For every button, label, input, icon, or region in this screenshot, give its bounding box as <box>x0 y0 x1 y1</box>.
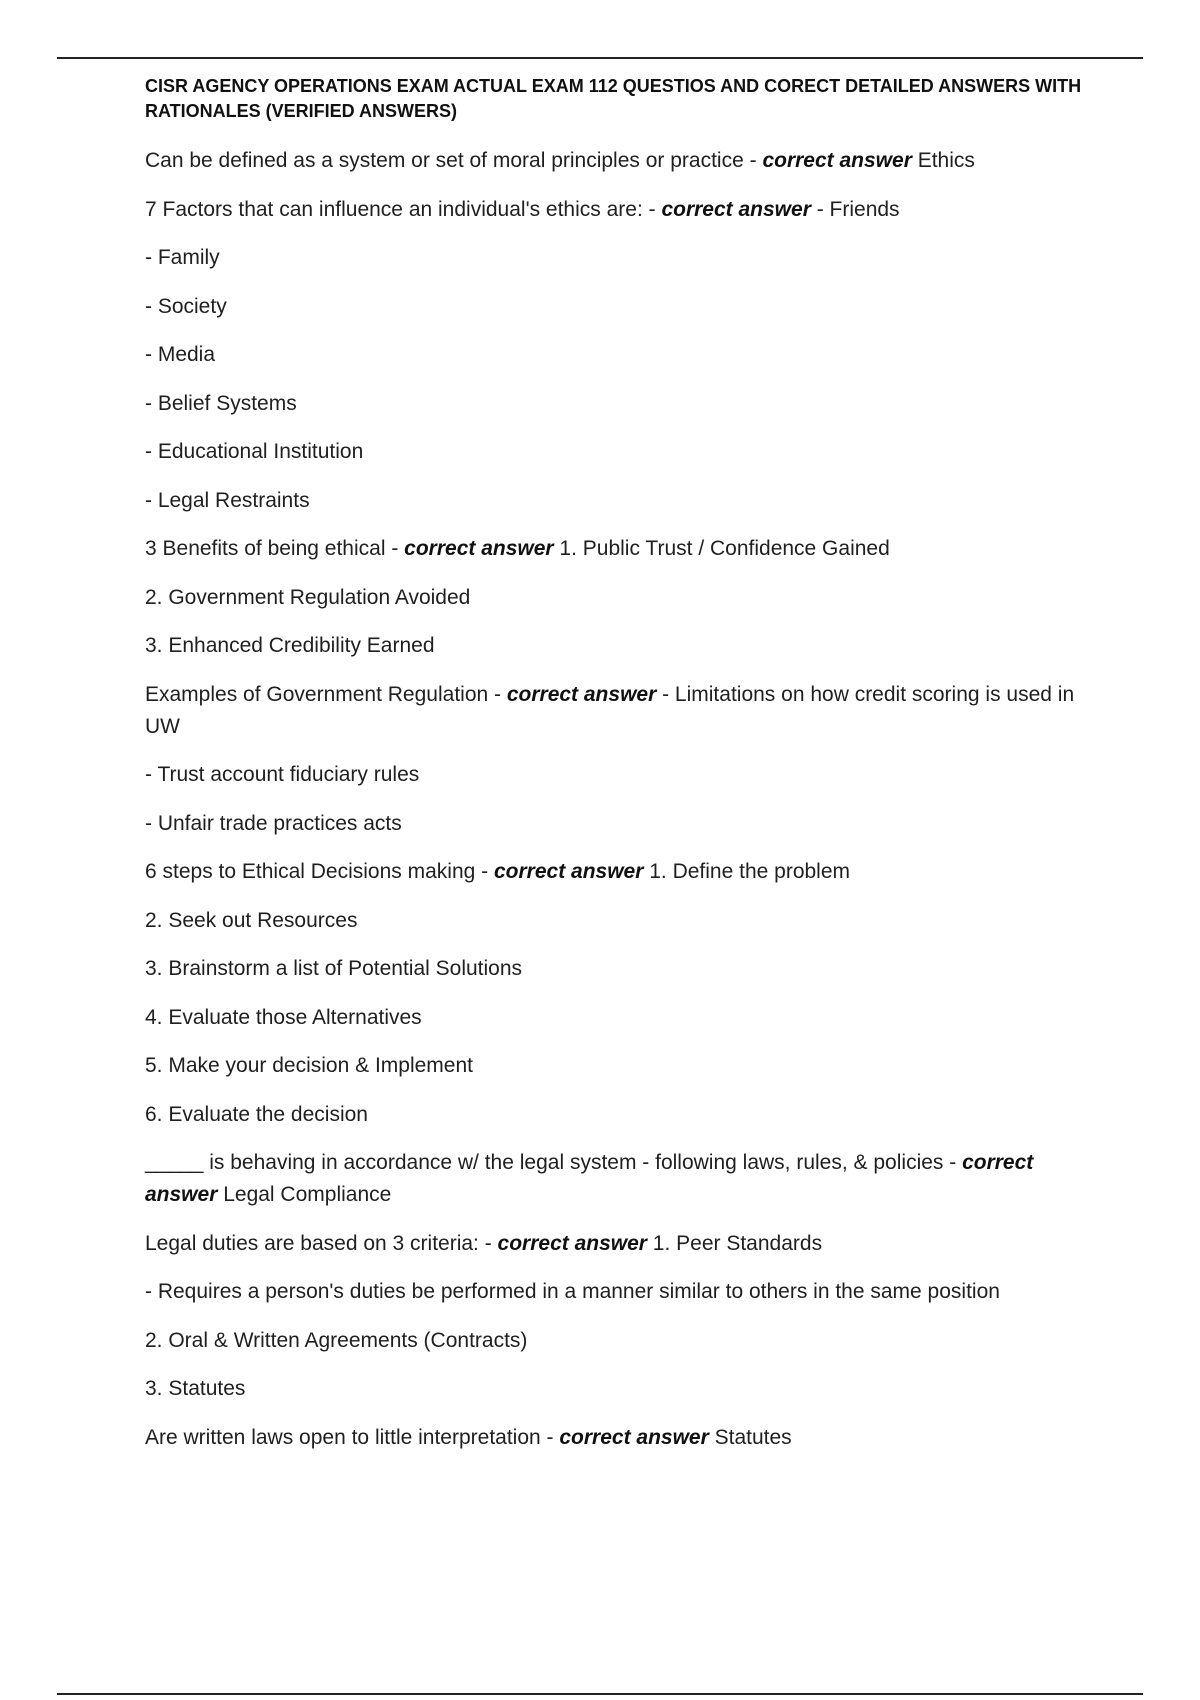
qa-line <box>145 679 1085 743</box>
qa-line <box>145 533 1085 565</box>
correct-answer-label: correct answer <box>762 149 912 172</box>
correct-answer-label: correct answer <box>506 682 657 706</box>
answer-text: Ethics <box>911 149 975 172</box>
correct-answer-label: correct answer <box>559 1425 709 1449</box>
qa-line <box>145 1147 1085 1211</box>
question-text: 3 Benefits of being ethical - <box>145 537 405 560</box>
answer-line: 2. Oral & Written Agreements (Contracts) <box>145 1328 528 1352</box>
answer-line: - Requires a person's duties be performed in a manner similar to others in the same position <box>145 1280 1000 1303</box>
answer-line: - Legal Restraints <box>145 488 310 512</box>
answer-line: 3. Statutes <box>145 1377 246 1400</box>
answer-line: 2. Seek out Resources <box>145 908 358 932</box>
document-title: CISR AGENCY OPERATIONS EXAM ACTUAL EXAM 112 QUESTIOS AND CORECT DETAILED ANSWERS WITH RATIONALES (VERIFIED ANSWERS) <box>145 76 1082 121</box>
qa-line <box>145 1228 1085 1260</box>
answer-line: - Unfair trade practices acts <box>145 811 402 835</box>
answer-line: 3. Enhanced Credibility Earned <box>145 634 435 657</box>
answer-text: - Friends <box>810 197 900 221</box>
answer-text: Statutes <box>708 1425 792 1449</box>
correct-answer-label: correct answer <box>497 1231 647 1255</box>
answer-line: 3. Brainstorm a list of Potential Solutions <box>145 957 523 980</box>
answer-line: - Society <box>145 294 227 318</box>
answer-text: - Limitations on how credit scoring is used in UW <box>145 682 1075 738</box>
answer-text: 1. Peer Standards <box>646 1231 823 1255</box>
document-page <box>145 74 1085 1470</box>
answer-line: 4. Evaluate those Alternatives <box>145 1005 422 1029</box>
question-text: Are written laws open to little interpretation - <box>145 1425 560 1449</box>
top-rule <box>57 57 1143 59</box>
question-text: _____ is behaving in accordance w/ the legal system - following laws, rules, & policies - <box>145 1151 963 1174</box>
qa-line <box>145 856 1085 888</box>
answer-text: 1. Define the problem <box>643 860 851 883</box>
qa-line <box>145 145 1085 177</box>
answer-line: 2. Government Regulation Avoided <box>145 585 471 609</box>
correct-answer-label: correct answer <box>145 1151 1034 1206</box>
question-text: Examples of Government Regulation - <box>145 682 507 706</box>
answer-line: 5. Make your decision & Implement <box>145 1054 473 1077</box>
answer-line: - Trust account fiduciary rules <box>145 763 420 786</box>
correct-answer-label: correct answer <box>404 537 554 560</box>
answer-text: Legal Compliance <box>217 1183 392 1206</box>
answer-line: - Educational Institution <box>145 440 364 463</box>
answer-line: 6. Evaluate the decision <box>145 1102 368 1126</box>
answer-line: - Media <box>145 343 216 366</box>
qa-line <box>145 1422 1085 1454</box>
bottom-rule <box>57 1693 1143 1695</box>
question-text: 6 steps to Ethical Decisions making - <box>145 860 494 883</box>
answer-line: - Belief Systems <box>145 391 297 415</box>
question-text: Legal duties are based on 3 criteria: - <box>145 1231 498 1255</box>
qa-line <box>145 194 1085 226</box>
question-text: 7 Factors that can influence an individual's ethics are: - <box>145 197 662 221</box>
question-text: Can be defined as a system or set of moral principles or practice - <box>145 149 763 172</box>
answer-line: - Family <box>145 246 220 269</box>
correct-answer-label: correct answer <box>493 860 644 883</box>
correct-answer-label: correct answer <box>661 197 811 221</box>
answer-text: 1. Public Trust / Confidence Gained <box>553 537 890 560</box>
